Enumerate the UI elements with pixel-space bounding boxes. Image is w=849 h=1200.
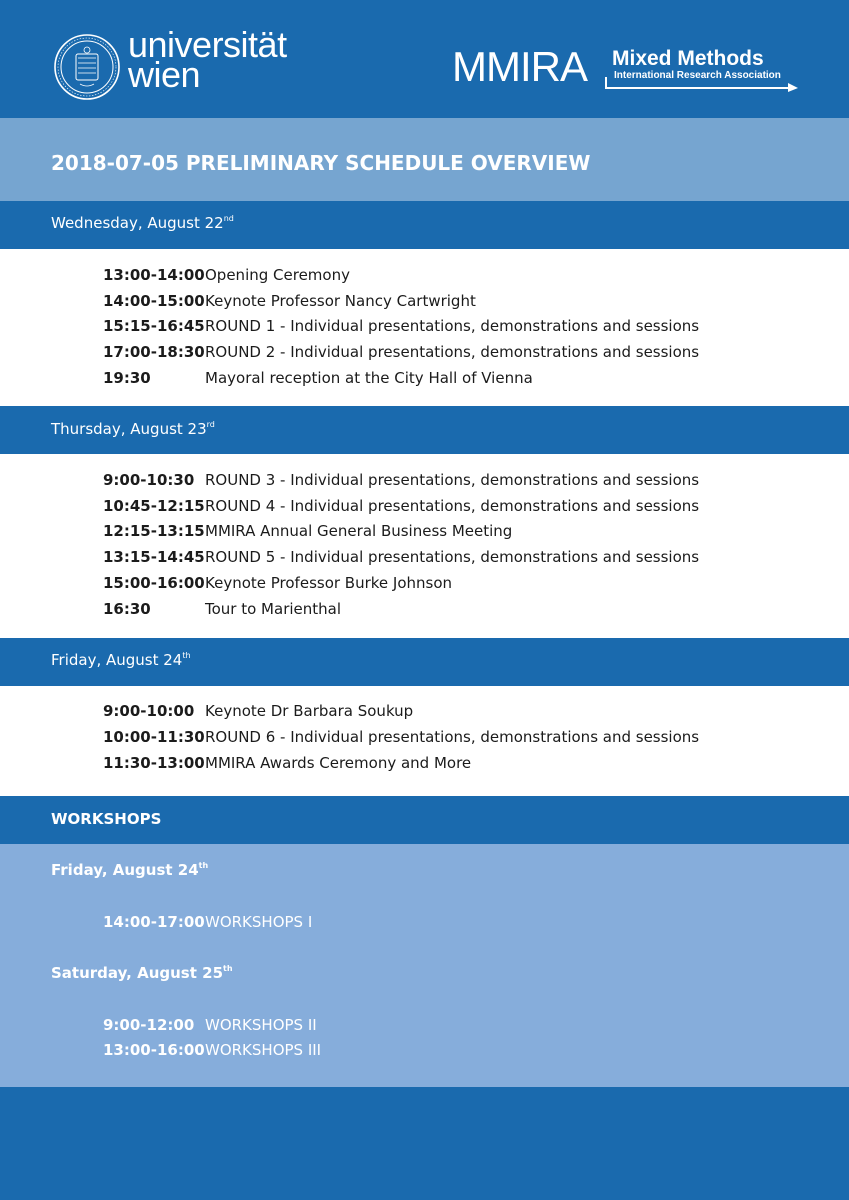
schedule-event: ROUND 3 - Individual presentations, demonstrations and sessions <box>205 471 700 489</box>
university-seal-logo <box>54 34 120 100</box>
schedule-row <box>0 754 849 778</box>
workshop-row <box>0 1041 849 1065</box>
schedule-event: Opening Ceremony <box>205 266 350 284</box>
workshops-heading: WORKSHOPS <box>51 810 162 828</box>
schedule-row <box>0 317 849 341</box>
workshop-day-ordinal-suffix: th <box>223 964 233 973</box>
schedule-row <box>0 522 849 546</box>
schedule-event: Keynote Professor Nancy Cartwright <box>205 292 476 310</box>
schedule-time: 10:45-12:15 <box>103 497 205 515</box>
workshop-day-heading <box>51 861 208 879</box>
schedule-row <box>0 600 849 624</box>
university-wordmark <box>128 24 287 95</box>
wordmark-line-1: universität <box>128 24 287 65</box>
schedule-event: ROUND 6 - Individual presentations, demonstrations and sessions <box>205 728 700 746</box>
schedule-event: ROUND 1 - Individual presentations, demonstrations and sessions <box>205 317 700 335</box>
workshop-day-heading <box>51 964 233 982</box>
schedule-row <box>0 728 849 752</box>
schedule-row <box>0 548 849 572</box>
day-heading <box>51 214 234 232</box>
mmira-abbrev: MMIRA <box>452 43 587 90</box>
day-heading <box>51 420 215 438</box>
day-ordinal-suffix: nd <box>223 214 234 223</box>
workshop-time: 14:00-17:00 <box>103 913 205 931</box>
schedule-event: ROUND 2 - Individual presentations, demonstrations and sessions <box>205 343 700 361</box>
schedule-event: ROUND 4 - Individual presentations, demonstrations and sessions <box>205 497 700 515</box>
schedule-row <box>0 471 849 495</box>
schedule-time: 9:00-10:00 <box>103 702 195 720</box>
schedule-time: 19:30 <box>103 369 151 387</box>
workshop-day-text: Saturday, August 25 <box>51 964 224 982</box>
wordmark-line-2: wien <box>128 54 201 95</box>
day-heading-text: Thursday, August 23 <box>51 420 207 438</box>
schedule-event: ROUND 5 - Individual presentations, demonstrations and sessions <box>205 548 700 566</box>
schedule-time: 12:15-13:15 <box>103 522 205 540</box>
page-title: 2018-07-05 PRELIMINARY SCHEDULE OVERVIEW <box>51 151 591 175</box>
schedule-time: 15:15-16:45 <box>103 317 205 335</box>
day-ordinal-suffix: th <box>182 651 191 660</box>
header <box>0 0 849 118</box>
schedule-row <box>0 497 849 521</box>
schedule-time: 13:00-14:00 <box>103 266 205 284</box>
workshop-event: WORKSHOPS III <box>205 1041 322 1059</box>
schedule-time: 10:00-11:30 <box>103 728 205 746</box>
schedule-row <box>0 266 849 290</box>
schedule-time: 13:15-14:45 <box>103 548 205 566</box>
workshop-time: 13:00-16:00 <box>103 1041 205 1059</box>
schedule-event: MMIRA Awards Ceremony and More <box>205 754 472 772</box>
mmira-logo <box>452 43 800 94</box>
mmira-name: Mixed Methods <box>612 47 764 70</box>
schedule-time: 15:00-16:00 <box>103 574 205 592</box>
day-ordinal-suffix: rd <box>206 420 215 429</box>
day-heading-text: Wednesday, August 22 <box>51 214 224 232</box>
day-heading <box>51 651 191 669</box>
schedule-time: 17:00-18:30 <box>103 343 205 361</box>
schedule-time: 16:30 <box>103 600 151 618</box>
schedule-time: 9:00-10:30 <box>103 471 195 489</box>
schedule-row <box>0 574 849 598</box>
schedule-event: Tour to Marienthal <box>205 600 342 618</box>
footer-band <box>0 1087 849 1200</box>
workshop-day-ordinal-suffix: th <box>198 861 209 870</box>
workshop-time: 9:00-12:00 <box>103 1016 195 1034</box>
workshop-day-text: Friday, August 24 <box>51 861 199 879</box>
workshop-row <box>0 1016 849 1040</box>
schedule-time: 11:30-13:00 <box>103 754 205 772</box>
schedule-event: Mayoral reception at the City Hall of Vienna <box>205 369 533 387</box>
schedule-row <box>0 292 849 316</box>
schedule-row <box>0 343 849 367</box>
workshop-event: WORKSHOPS I <box>205 913 313 931</box>
day-heading-text: Friday, August 24 <box>51 651 183 669</box>
schedule-row <box>0 369 849 393</box>
mmira-subtitle: International Research Association <box>614 70 781 81</box>
schedule-row <box>0 702 849 726</box>
workshop-event: WORKSHOPS II <box>205 1016 317 1034</box>
schedule-event: Keynote Dr Barbara Soukup <box>205 702 414 720</box>
schedule-event: MMIRA Annual General Business Meeting <box>205 522 513 540</box>
schedule-time: 14:00-15:00 <box>103 292 205 310</box>
workshop-row <box>0 913 849 937</box>
schedule-event: Keynote Professor Burke Johnson <box>205 574 453 592</box>
